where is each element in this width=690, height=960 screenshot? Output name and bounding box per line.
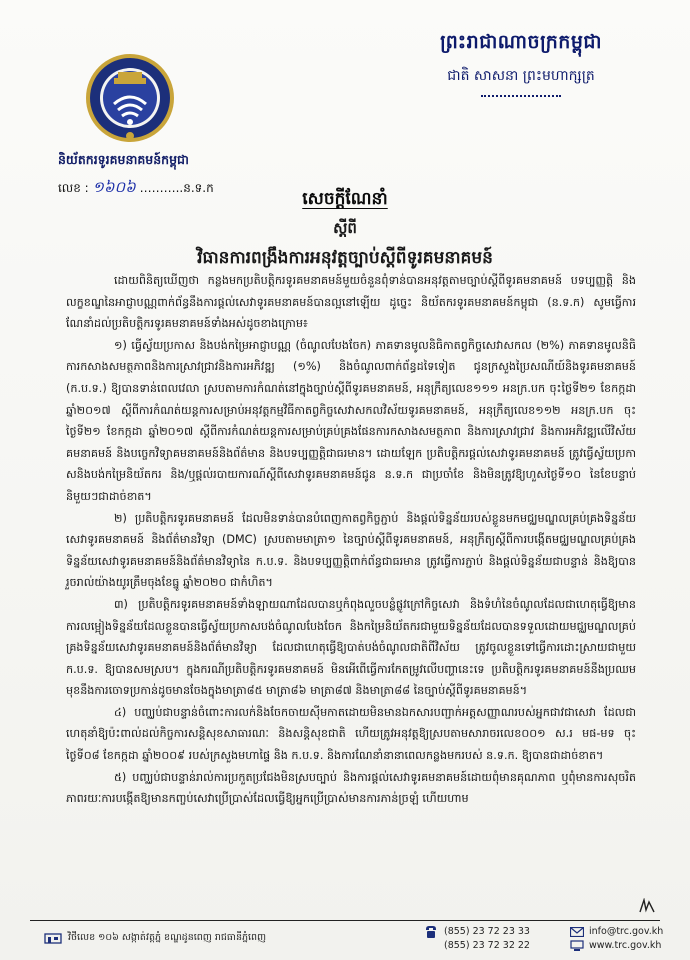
footer-web-row: [570, 939, 663, 953]
footer-phone-2: (855) 23 72 32 22: [444, 940, 530, 951]
clause-1: ១) ធ្វើស្វ័យប្រកាស និងបង់កម្រៃអាជ្ញាបណ្ណ (ចំណូលបែងចែក) ភាគទានមូលនិធិកាតព្វកិច្ចសេវាសកល (២%) ភាគទានមូលនិធិការកសាងសមត្ថភាពនិងការស្រាវជ្រាវនិងការអភិវឌ្ឍ (១%) និងចំណូលពាក់ព័ន្ធដទៃទៀត ជូនក្រសួងប្រៃសណីយ៍និងទូរគមនាគមន៍ (ក.ប.ទ.) ឱ្យបានទាន់ពេលវេលា ស្របតាមការកំណត់នៅក្នុងច្បាប់ស្តីពីទូរគមនាគមន៍, អនុក្រឹត្យលេខ១១១ អនក្រ.បក ចុះថ្ងៃទី២១ ខែកក្កដា ឆ្នាំ២០១៧ ស្តីពីការកំណត់យន្តការសម្រាប់អនុវត្តកម្មវិធីកាតព្វកិច្ចសេវាសកលវិស័យទូរគមនាគមន៍, អនុក្រឹត្យលេខ១១២ អនក្រ.បក ចុះថ្ងៃទី២១ ខែកក្កដា ឆ្នាំ២០១៧ ស្តីពីការកំណត់យន្តការសម្រាប់គ្រប់គ្រងផែនការកសាងសមត្ថភាព និងការស្រាវជ្រាវ និងការអភិវឌ្ឍលើវិស័យគមនាគមន៍ និងបច្ចេកវិទ្យាគមនាគមន៍និងព័ត៌មាន និងបទប្បញ្ញត្តិជាធរមាន។ ដោយឡែក ប្រតិបត្តិករផ្តល់សេវាទូរគមនាគមន៍ ត្រូវធ្វើស្វ័យប្រកាសនិងបង់កម្រៃនិយ័តករ និង/ឬផ្តល់របាយការណ៍ស្តីពីសេវាទូរគមនាគមន៍ជូន ន.ទ.ក ជាប្រចាំខែ និងមិនត្រូវឱ្យហួសថ្ងៃទី១០ នៃខែបន្ទាប់និមួយៗជាដាច់ខាត។: [66, 338, 636, 503]
initial-mark-icon: [638, 898, 656, 914]
seal-logo-icon: [84, 52, 176, 144]
clause-3: ៣) ប្រតិបត្តិករទូរគមនាគមន៍ទាំងឡាយណាដែលបានឬកំពុងលួចបន្លំផ្លូវក្រៅកិច្ចសេវា និងទំហំនៃចំណូលដែលជាហេតុធ្វើឱ្យមានការលម្អៀងទិន្នន័យដែលខ្លួនបានធ្វើស្វ័យប្រកាសបង់ចំណូលបែងចែក និងកម្រៃនិយ័តករជាមួយទិន្នន័យដែលបានទទួលដោយមជ្ឈមណ្ឌលគ្រប់គ្រងទិន្នន័យសេវាទូរគមនាគមន៍និងព័ត៌មានវិទ្យា ដែលជាហេតុធ្វើឱ្យបាត់បង់ចំណូលជាតិពីវិស័យ ត្រូវចូលខ្លួនទៅធ្វើការដោះស្រាយជាមួយ ក.ប.ទ. ឱ្យបានសមស្រប។ ក្នុងករណីប្រតិបត្តិករទូរគមនាគមន៍ មិនអើពើធ្វើការកែតម្រូវលើបញ្ហានេះទេ ប្រតិបត្តិករទូរគមនាគមន៍នឹងប្រឈមមុខនឹងការចោទប្រកាន់ដូចមានចែងក្នុងមាត្រា៨៥ មាត្រា៨៦ មាត្រា៨៧ និងមាត្រា៨៨ នៃច្បាប់ស្តីពីទូរគមនាគមន៍។: [66, 597, 636, 698]
footer-email: info@trc.gov.kh: [589, 926, 664, 937]
kingdom-heading: ព្រះរាជាណាចក្រកម្ពុជា: [440, 31, 602, 53]
footer-website: www.trc.gov.kh: [589, 940, 662, 951]
intro-paragraph: ដោយពិនិត្យឃើញថា កន្លងមកប្រតិបត្តិករទូរគមនាគមន៍មួយចំនួនពុំទាន់បានអនុវត្តតាមច្បាប់ស្តីពីទូរគមនាគមន៍ បទប្បញ្ញត្តិ និងលក្ខខណ្ឌនៃអាជ្ញាបណ្ណពាក់ព័ន្ធនឹងការផ្តល់សេវាទូរគមនាគមន៍បានល្អនៅឡើយ ដូច្នេះ និយ័តករទូរគមនាគមន៍កម្ពុជា (ន.ទ.ក) សូមធ្វើការណែនាំដល់ប្រតិបត្តិករទូរគមនាគមន៍ទាំងអស់ដូចខាងក្រោម៖: [66, 274, 636, 331]
ref-number: ១៦០៦: [92, 178, 136, 196]
motto-divider: [481, 95, 561, 97]
document-body: [66, 270, 636, 810]
location-icon: [44, 932, 62, 944]
footer-phones: [424, 925, 530, 953]
clause-2: ២) ប្រតិបត្តិករទូរគមនាគមន៍ ដែលមិនទាន់បានបំពេញកាតព្វកិច្ចភ្ជាប់ និងផ្តល់ទិន្នន័យរបស់ខ្លួនមកមជ្ឈមណ្ឌលគ្រប់គ្រងទិន្នន័យសេវាទូរគមនាគមន៍ និងព័ត៌មានវិទ្យា (DMC) ស្របតាមមាត្រា១ នៃច្បាប់ស្តីពីទូរគមនាគមន៍, អនុក្រឹត្យស្តីពីការបង្កើតមជ្ឈមណ្ឌលគ្រប់គ្រងទិន្នន័យសេវាទូរគមនាគមន៍និងព័ត៌មានវិទ្យានៃ ក.ប.ទ. និងបទប្បញ្ញត្តិពាក់ព័ន្ធជាធរមាន ត្រូវធ្វើការភ្ជាប់ និងផ្តល់ទិន្នន័យជាបន្ទាន់ និងឱ្យបានរួចរាល់យ៉ាងយូរត្រឹមចុងខែធ្នូ ឆ្នាំ២០២០ ជាកំហិត។: [66, 511, 636, 590]
document-title: សេចក្តីណែនាំ: [302, 189, 388, 209]
page-footer: [30, 920, 664, 957]
footer-contact: [570, 925, 663, 953]
footer-address-text: វិថីលេខ ១០៦ សង្កាត់វត្តភ្នំ ខណ្ឌដូនពេញ រាជធានីភ្នំពេញ: [68, 932, 267, 943]
web-icon: [570, 940, 584, 952]
document-subject: វិធានការពង្រឹងការអនុវត្តច្បាប់ស្តីពីទូរគមនាគមន៍: [197, 248, 493, 268]
email-icon: [570, 927, 584, 937]
footer-phone-1: (855) 23 72 23 33: [444, 926, 530, 937]
organization-name: និយ័តករទូរគមនាគមន៍កម្ពុជា: [58, 152, 189, 167]
ref-suffix: ………..ន.ទ.ក: [139, 181, 214, 195]
national-motto: ជាតិ សាសនា ព្រះមហាក្សត្រ: [447, 68, 595, 84]
document-subtitle: ស្តីពី: [333, 219, 357, 237]
letterhead-header: [440, 30, 602, 97]
clause-5: ៥) បញ្ឈប់ជាបន្ទាន់រាល់ការប្រកួតប្រជែងមិនស្របច្បាប់ និងការផ្តល់សេវាទូរគមនាគមន៍ដោយពុំមានគុណភាព ឬពុំមានការសុចរិតភាពរយៈការបង្កើតឱ្យមានកញ្ចប់សេវាប្រើប្រាស់ដែលធ្វើឱ្យអ្នកប្រើប្រាស់មានការភាន់ច្រឡំ ហើយហាម: [66, 770, 636, 806]
phone-icon: [424, 925, 438, 939]
ref-prefix: លេខ :: [58, 181, 89, 195]
footer-address: [44, 931, 266, 945]
footer-email-row: [570, 925, 663, 939]
document-title-block: [0, 188, 690, 272]
clause-4: ៤) បញ្ឈប់ជាបន្ទាន់ចំពោះការលក់និងចែកចាយស៊ីមកាតដោយមិនមានឯកសារបញ្ជាក់អត្តសញ្ញាណរបស់អ្នកជាវជាសេវា ដែលជាហេតុនាំឱ្យប៉ះពាល់ដល់កិច្ចការសន្តិសុខសាធារណៈ និងសន្តិសុខជាតិ ហើយត្រូវអនុវត្តឱ្យស្របតាមសារាចរលេខ០០១ ស.រ មផ-មទ ចុះថ្ងៃទី០៨ ខែកក្កដា ឆ្នាំ២០០៩ របស់ក្រសួងមហាផ្ទៃ និង ក.ប.ទ. និងការណែនាំនានាពេលកន្លងមករបស់ ន.ទ.ក. ឱ្យបានជាដាច់ខាត។: [66, 705, 636, 763]
